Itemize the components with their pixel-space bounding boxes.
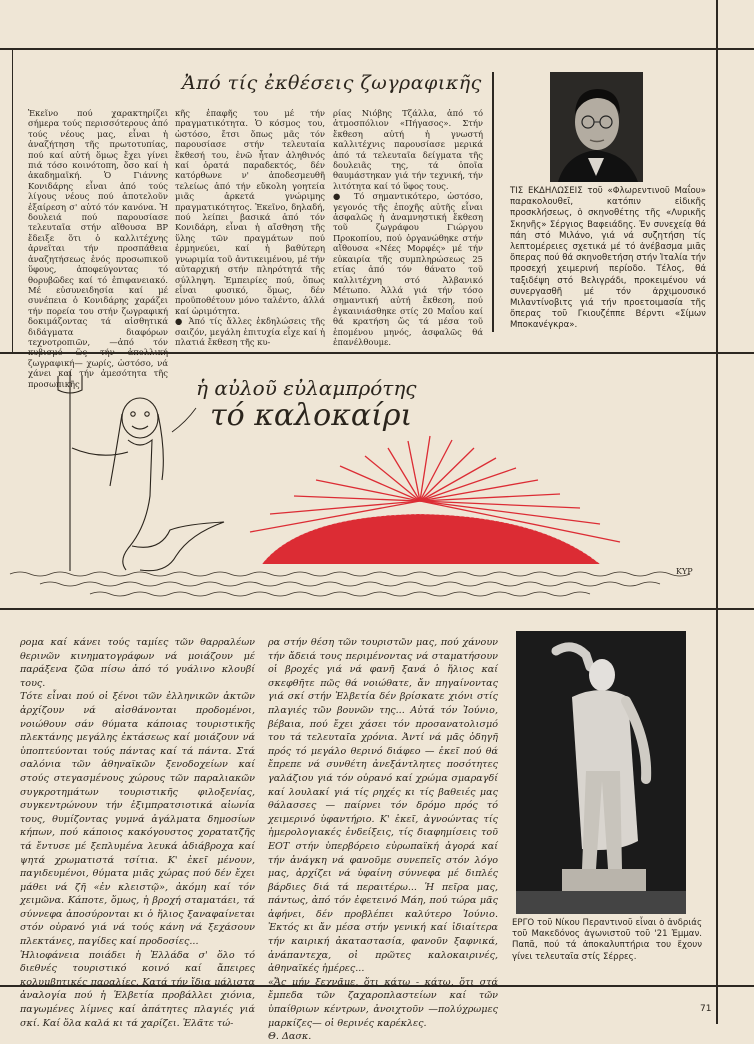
left-margin-rule xyxy=(12,48,13,353)
right-margin-rule xyxy=(716,0,718,1024)
top-article-column-3: ρίας Νιόβης Τζάλλα, ἀπό τό ἀτμοσπόλιον «Πήγασος». Στήν ἔκθεση αὐτή ἡ γνωστή καλλιτέχνις παρουσίασε μερικά ἀπό τά τελευταῖα δείγματα τῆς δουλειᾶς της, τά ὁποῖα θαυμάστηκαν γιά τήν τεχνική, τήν λιτότητα καί τό ὕφος τους. ● Τό σημαντικότερο, ὡστόσο, γεγονός τῆς ἐποχῆς αὐτῆς εἶναι ἀσφαλῶς ἡ ἀναμνηστική ἔκθεση τοῦ ζωγράφου Γιώργου Προκοπίου, πού ὀργανώθηκε στήν αἴθουσα «Νέες Μορφές» μέ τήν εὐκαιρία τῆς συμπληρώσεως 25 ετίας ἀπό τόν θάνατο τοῦ καλλιτέχνη στό Ἀλβανικό Μέτωπο. Ἀλλά γιά τήν τόσο σημαντική αὐτή ἔκθεση, πού ἐγκαινιάσθηκε στίς 20 Μαΐου καί θά κρατήση ὥς τά μέσα τοῦ ἑπομένου μηνός, ἀσφαλῶς θά ἐπανέλθουμε. xyxy=(333,108,483,347)
speech-line xyxy=(172,408,196,432)
top-article-column-2: κῆς ἐπαφῆς του μέ τήν πραγματικότητα. Ὁ κόσμος του, ὡστόσο, ἔτσι ὅπως μᾶς τόν παρουσίασε στήν τελευταία ἔκθεσή του, ἐνῶ ἦταν ἀληθινός καί ὁρατά παραδεκτός, δέν κατόρθωνε ν' ἀποδεσμευθῆ τελείως ἀπό τήν εὔκολη γοητεία μιᾶς ἀρκετά γνώριμης πραγματικότητος. Ἐκεῖνο, δηλαδή, πού λείπει βασικά ἀπό τόν Κονιδάρη, εἶναι ἡ αἴσθηση τῆς ὕλης τῶν πραγμάτων πού ἐρμηνεύει, καί ἡ βαθύτερη γνωριμία τοῦ ἀντικειμένου, μέ τήν αὐταρχική στήν πληρότητά τῆς σύλληψη. Ἐμπειρίες πού, ὅπως εἶναι φυσικό, ὅμως, δέν προϋποθέτουν μόνο ταλέντο, ἀλλά καί ὡριμότητα. ● Ἀπό τίς ἄλλες ἐκδηλώσεις τῆς σαιζόν, μεγάλη ἐπιτυχία εἶχε καί ἡ πλατιά ἔκθεση τῆς κυ- xyxy=(175,108,325,347)
sun-disc xyxy=(262,514,600,564)
illustration-caption-line-1: ἡ αὐλοῦ εὐλαμπρότης xyxy=(196,376,417,400)
sea-lines xyxy=(10,572,690,596)
statue-photo xyxy=(516,631,686,914)
portrait-caption: ΤΙΣ ΕΚΔΗΛΩΣΕΙΣ τοῦ «Φλωρεντινοῦ Μαΐου» παρακολουθεῖ, κατόπιν εἰδικῆς προσκλήσεως, ὁ σκηνοθέτης τῆς «Λυρικῆς Σκηνῆς» Σέργιος Βαφειάδης. Ἐν συνεχείᾳ θά πάη στό Μιλάνο, γιά νά συζητήση τίς λεπτομέρειες σχετικά μέ τό ἀνέβασμα μιᾶς ὄπερας πού θά σκηνοθετήση στήν Ἰταλία τήν προσεχή χειμερινή περίοδο. Τέλος, θά ταξιδέψη στό Βελιγράδι, προκειμένου νά συνεργασθῆ μέ τόν ἀρχιμουσικό Μιλαντίνοβιτς γιά τήν προετοιμασία τῆς ὄπερας τοῦ Γκιουζέππε Βέρντι «Σίμων Μποκανέγκρα». xyxy=(510,186,706,331)
portrait-photo xyxy=(550,72,643,182)
illustration-caption-line-2: τό καλοκαίρι xyxy=(210,398,413,433)
artist-signature: ΚΥΡ xyxy=(676,567,693,576)
article-title: Ἀπό τίς ἐκθέσεις ζωγραφικῆς xyxy=(182,72,482,94)
bottom-article-column-1: ρομα καί κάνει τούς ταμίες τῶν θαρραλέων θερινῶν κινηματογράφων νά μοιάζουν μέ παράξενα ζῶα πίσω ἀπό τό γυάλινο κλουβί τους. Τότε εἶναι πού οἱ ξένοι τῶν ἑλληνικῶν ἀκτῶν ἀρχίζουν νά αἰσθάνονται προδομένοι, νοιώθουν σάν θύματα κάποιας τουριστικῆς πλεκτάνης μεγάλης ἐκτάσεως καί μοιάζουν νά ὑποπτεύονται τούς πάντας καί τά πάντα. Στά σαλόνια τῶν ἀθηναϊκῶν ξενοδοχείων καί στούς στεγασμένους χώρους τῶν παραλιακῶν συγκροτημάτων τουριστικῆς φιλοξενίας, συγκεντρώνουν τήν ἐξιμπρατσιοτικά αἰωνία τους, θυμίζοντας γυμνά ἀγάλματα δημοσίων κήπων, πού κάποιος κακόγουστος χορατατζῆς τά ἔντυσε μέ ξεπλυμένα λευκά ἀδιάβροχα καί ψητά χρωματιστά τσίτια. Κ' ἐκεῖ μένουν, παγιδευμένοι, θύματα μιᾶς χώρας πού δέν ἔχει μάθει νά ζῆ «ἐν κλειστῷ», ἀκόμη καί τόν χειμῶνα. Κάποτε, ὅμως, ἡ βροχή σταματάει, τά σύννεφα ἀποσύρονται κι ὁ ἥλιος ξαναφαίνεται στόν οὐρανό γιά νά τούς κάνη νά ξεχάσουν πλεκτάνες, παγίδες καί προδοσίες... Ἡλιοφάνεια ποιάδει ἡ Ἑλλάδα σ' ὅλο τό διεθνές τουριστικό κοινό καί ἄπειρες κολυμβητικές παραλίες. Κατά τήν ἴδια μάλιστα ἀναλογία πού ἡ Ἑλβετία προβάλλει χιόνια, παγωμένες λίμνες καί ἀπάτητες πλαγιές γιά σκί. Καί ὅλα καλά κι τά χαρίζει. Ἐλᾶτε τώ- xyxy=(20,637,255,1029)
column-divider-top xyxy=(492,72,494,332)
top-rule xyxy=(0,48,754,50)
bottom-article-column-2: ρα στήν θέση τῶν τουριστῶν μας, πού χάνουν τήν ἄδειά τους περιμένοντας νά σταματήσουν οἱ βροχές γιά νά φανῆ ξανά ὁ ἥλιος καί σκεφθῆτε πῶς θά νοιώθατε, ἄν πηγαίνοντας γιά σκί στήν Ἑλβετία δέν βρίσκατε χιόνι στίς πλαγιές τῶν βουνῶν της... Αὐτά τόν Ἰούνιο, βέβαια, πού ἔχει χάσει τόν προσανατολισμό του τά τελευταῖα χρόνια. Ἀντί νά μᾶς ὁδηγῆ πρός τό μεγάλο θερινό διάφεο — ἐκεῖ πού θά ἔπρεπε νά συνθέτη ἀνεξάντλητες ποσότητες γαλάζιου γιά τόν οὐρανό καί χρώμα σμαραγδί καί λουλακί γιά τίς ρηχές κι τίς βαθειές μας θάλασσες — παίρνει τόν δρόμο πρός τό χειμερινό ὑφαντήριο. Κ' ἐκεῖ, ἀγνοώντας τίς ἡμερολογιακές ἐνδείξεις, τίς διαφημίσεις τοῦ ΕΟΤ στήν ὑπερβόρειο εὐρωπαϊκή ἀγορά καί τήν ἀνάγκη νά φανοῦμε συνεπεῖς στόν λόγο μας, ἀρχίζει νά ὑφαίνη σύννεφα μέ διπλές βάρδιες διά τά περαιτέρω... Ἡ πεῖρα μας, πάντως, ἀπό τόν ἐφετεινό Μάη, πού τώρα μᾶς ἀφήνει, δέν προβλέπει καλύτερο Ἰούνιο. Ἐκτός κι ἄν μέσα στήν γενική καί ἰδιαίτερα τήν καιρική ἀκαταστασία, φανοῦν ξαφνικά, ἀνάπαντεχα, οἱ πρῶτες καλοκαιρινές, ἀθηναϊκές ἡμέρες... «Ἄς μήν ξεχνᾶμε, ὅτι κάτω - κάτω, ὅτι στά ἔμπεδα τῶν ζαχαροπλαστείων καί τῶν ὑπαίθριων κέντρων, ἀνοιχτοῦν —πολύχρωμες μαρκίζες— οἱ θερινές καρέκλες. Θ. Δασκ. xyxy=(268,637,498,1043)
top-article-column-1: Ἐκεῖνο πού χαρακτηρίζει σήμερα τούς περισσότερους ἀπό τούς νέους μας, εἶναι ἡ ἀναζήτηση τῆς πρωτοτυπίας, πού καί αὐτή ὅμως ἔχει γίνει πιά τόσο κοινότοπη, ὅσο καί ἡ ἀκαδημαϊκή. Ὁ Γιάννης Κονιδάρης εἶναι ἀπό τούς λίγους νέους πού ἀποτελοῦν ἐξαίρεση σ' αὐτό τόν κανόνα. Ἡ δουλειά πού παρουσίασε τελευταῖα στήν αἴθουσα ΒΡ ἔδειξε ὅτι ὁ καλλιτέχνης ἀρνεῖται τήν προσπάθεια ἀναζητήσεως ἑνός προσωπικοῦ ὕφους, ἀποφεύγοντας τό θορυβῶδες καί τό ἐπιφανειακό. Μέ εὐσυνειδησία καί μέ συνέπεια ὁ Κονιδάρης χαράζει τήν πορεία του στήν ζωγραφική δοκιμάζοντας τά αἰσθητικά διδάγματα διαφόρων τεχνοτροπιῶν, —ἀπό τόν κυβισμό ὥς τήν ἀπολλική ζωγραφική— χωρίς, ὡστόσο, νά χάνει καί τήν ἀμεσότητα τῆς προσωπικῆς xyxy=(28,108,168,389)
section-rule-2 xyxy=(0,608,754,610)
mermaid-drawing xyxy=(58,371,224,571)
page-number: 71 xyxy=(700,1004,712,1014)
statue-caption: ΕΡΓΟ τοῦ Νίκου Περαντινοῦ εἶναι ὁ ἀνδριάς τοῦ Μακεδόνος ἀγωνιστοῦ τοῦ '21 Ἐμμαν. Παπᾶ, πού τά ἀποκαλυπτήρια του ἔχουν γίνει τελευταῖα στίς Σέρρες. xyxy=(512,918,702,962)
